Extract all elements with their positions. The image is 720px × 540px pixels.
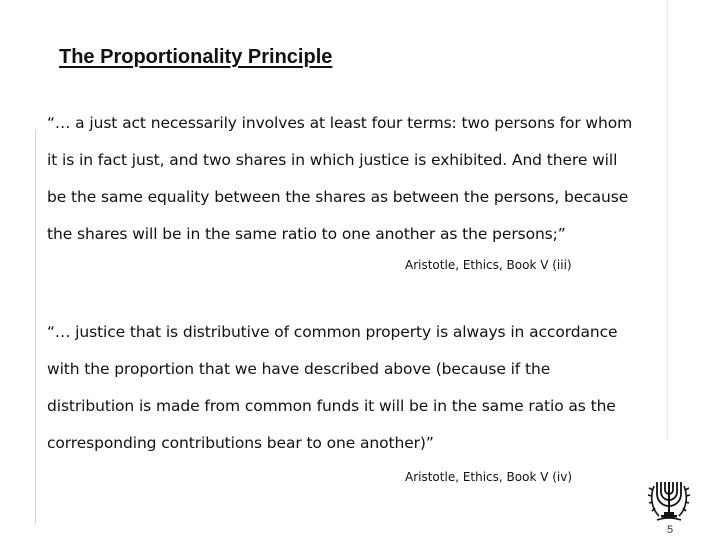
- page-number: 5: [667, 524, 674, 536]
- quote-2-line: with the proportion that we have described above (because if the: [47, 360, 551, 378]
- menorah-emblem-icon: [645, 466, 693, 526]
- quote-1-line: the shares will be in the same ratio to one another as the persons;”: [47, 225, 566, 243]
- quote-1: [47, 105, 672, 253]
- quote-2: [47, 314, 672, 462]
- quote-1-line: be the same equality between the shares as between the persons, because: [47, 188, 629, 206]
- quote-1-citation: Aristotle, Ethics, Book V (iii): [405, 258, 572, 272]
- left-divider: [35, 130, 36, 525]
- quote-2-citation: Aristotle, Ethics, Book V (iv): [405, 470, 573, 484]
- quote-1-line: it is in fact just, and two shares in which justice is exhibited. And there will: [47, 151, 618, 169]
- quote-1-line: “… a just act necessarily involves at least four terms: two persons for whom: [47, 114, 633, 132]
- quote-2-line: “… justice that is distributive of common property is always in accordance: [47, 323, 618, 341]
- quote-2-line: corresponding contributions bear to one another)”: [47, 434, 434, 452]
- slide-title: The Proportionality Principle: [59, 46, 333, 68]
- quote-2-line: distribution is made from common funds it will be in the same ratio as the: [47, 397, 616, 415]
